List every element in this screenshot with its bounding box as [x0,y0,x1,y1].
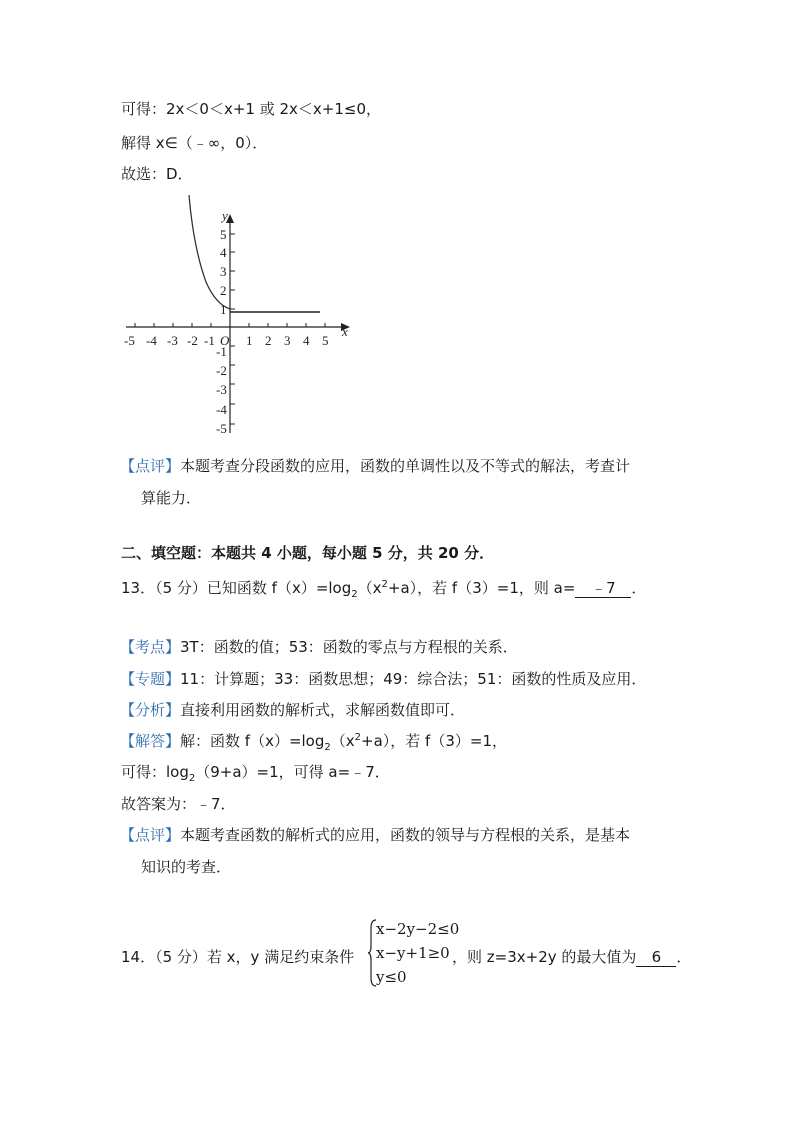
jieda-line [120,730,507,752]
y-tick-label: 5 [220,227,227,242]
y-axis-label: y [222,208,228,223]
review-text: 本题考查分段函数的应用，函数的单调性以及不等式的解法，考查计 [180,457,631,475]
x-tick-label: -3 [167,333,178,348]
solution-text: （9+a）=1，可得 a=﹣7． [195,763,390,781]
fenxi-line [120,699,465,721]
q13-text: 13．（5 分）已知函数 f（x）=log [121,579,352,597]
review-line [120,455,630,477]
jieda-tag: 【解答】 [120,732,181,750]
zhuanti-tag: 【专题】 [120,670,181,688]
jieda-exponent: 2 [354,732,362,743]
fenxi-text: 直接利用函数的解析式，求解函数值即可． [180,701,466,719]
x-tick-label: -1 [204,333,215,348]
q13-text: （x [357,579,382,597]
q13-end: ． [631,579,647,597]
x-tick-label: -4 [146,333,157,348]
jieda-log-base: 2 [324,742,331,753]
solution-text: 可得：log [121,763,189,781]
zhuanti-line [120,668,646,690]
x-tick-label: -5 [124,333,135,348]
constraint-system [368,918,458,988]
x-tick-label: 1 [246,333,253,348]
x-axis-label: x [342,324,348,339]
question-14-prefix: 14．（5 分）若 x，y 满足约束条件 [121,948,355,966]
review-text-cont: 算能力． [141,489,202,507]
constraint-2: x−y+1≥0 [376,944,450,962]
kaodian-line [120,636,518,658]
dianping-tag: 【点评】 [120,826,181,844]
origin-label: O [220,333,230,348]
text-line: 可得：2x＜0＜x+1 或 2x＜x+1≤0， [121,100,382,118]
y-tick-label: -4 [216,402,227,417]
y-tick-label: -1 [216,344,227,359]
x-tick-label: 2 [265,333,272,348]
jieda-text: +a），若 f（3）=1， [361,732,507,750]
text-line: 故选：D． [121,165,193,183]
q14-end: ． [676,948,692,966]
answer-line: 故答案为：﹣7． [121,795,236,813]
y-tick-label: 1 [220,302,227,317]
y-tick-label: 4 [220,245,227,260]
q13-log-base: 2 [351,589,358,600]
kaodian-tag: 【考点】 [120,638,181,656]
y-tick-label: 2 [220,283,227,298]
x-tick-label: 3 [284,333,291,348]
jieda-text: （x [330,732,355,750]
y-tick-label: -2 [216,363,227,378]
y-ticks [230,234,235,424]
answer-blank: 6 [636,948,676,967]
question-14-suffix [452,946,691,968]
dianping-line [120,824,630,846]
constraint-1: x−2y−2≤0 [376,920,460,938]
q13-text: +a），若 f（3）=1，则 a= [387,579,576,597]
dianping-text: 本题考查函数的解析式的应用，函数的领导与方程根的关系，是基本 [180,826,631,844]
review-tag: 【点评】 [120,457,181,475]
answer-blank: ﹣7 [575,579,631,598]
kaodian-text: 3T：函数的值；53：函数的零点与方程根的关系． [180,638,518,656]
q13-exponent: 2 [381,579,388,590]
x-tick-label: 4 [303,333,310,348]
x-tick-label: 5 [322,333,329,348]
dianping-text-cont: 知识的考查． [141,858,232,876]
q14-text: ，则 z=3x+2y 的最大值为 [452,948,637,966]
text-line: 解得 x∈（﹣∞，0）． [121,134,268,152]
fenxi-tag: 【分析】 [120,701,181,719]
y-tick-label: -3 [216,382,227,397]
function-graph [118,190,358,440]
solution-line [121,761,390,783]
zhuanti-text: 11：计算题；33：函数思想；49：综合法；51：函数的性质及应用． [180,670,647,688]
solution-log-base: 2 [188,773,196,784]
constraint-3: y≤0 [376,968,407,986]
jieda-text: 解：函数 f（x）=log [180,732,325,750]
question-13 [121,577,646,599]
section-heading: 二、填空题：本题共 4 小题，每小题 5 分，共 20 分． [121,544,495,562]
y-tick-label: 3 [220,264,227,279]
x-tick-label: -2 [187,333,198,348]
y-tick-label: -5 [216,421,227,436]
